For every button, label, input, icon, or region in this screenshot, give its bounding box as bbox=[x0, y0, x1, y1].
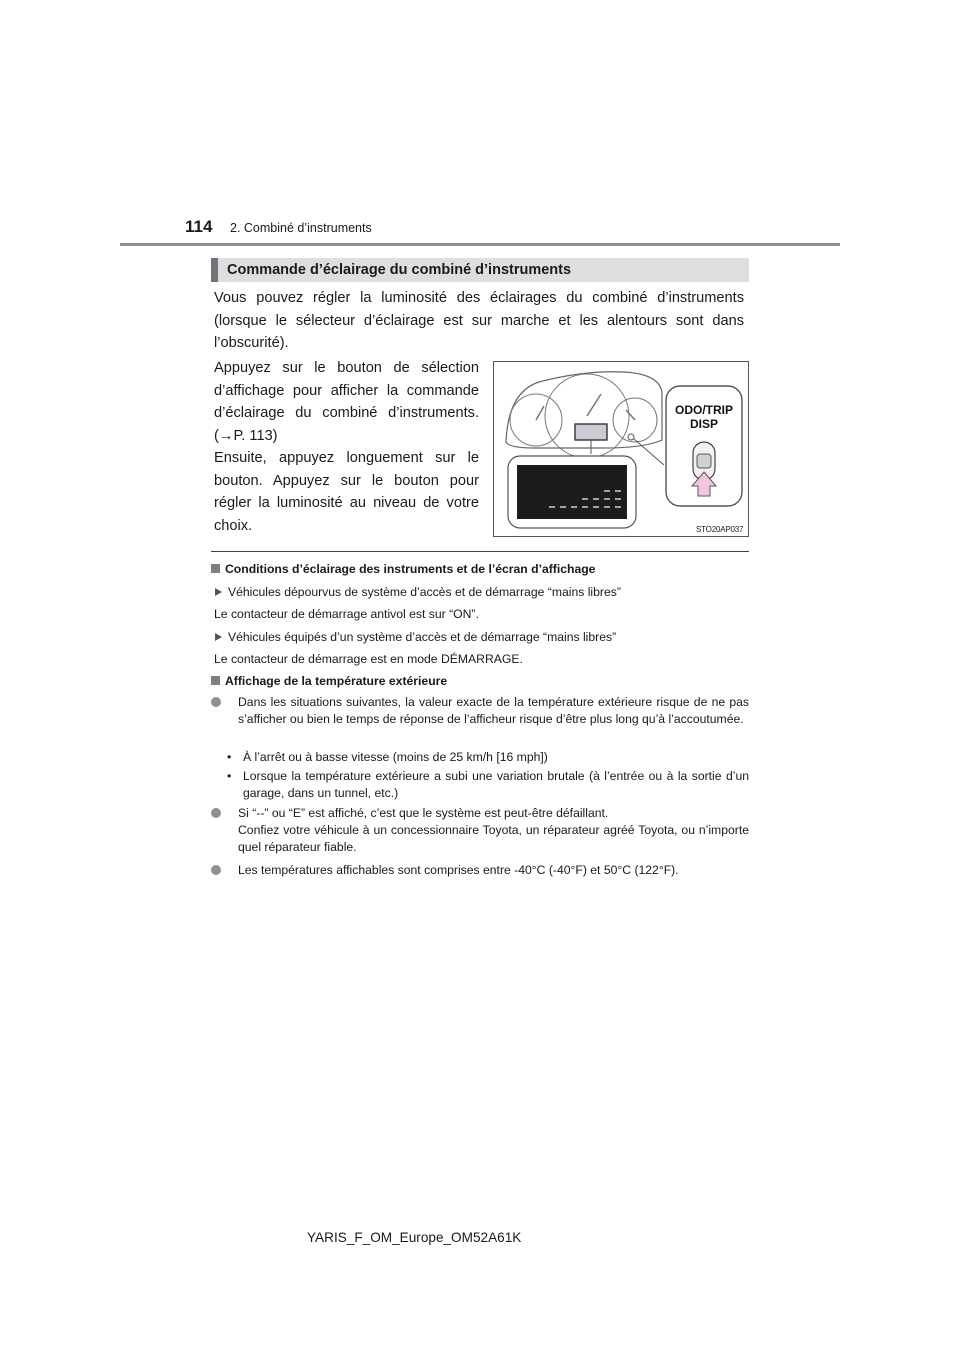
instruction-paragraph: Appuyez sur le bouton de sélection d’affichage pour afficher la commande d’éclairage du combiné d’instruments. (→P. 113) Ensuite, appuyez longuement sur le bouton. Appuyez sur le bouton pour régler la luminosité au niveau de votre choix. bbox=[214, 360, 479, 534]
page-number: 114 bbox=[185, 217, 213, 236]
square-bullet-icon bbox=[211, 676, 220, 685]
button-label-odo: ODO/TRIP bbox=[674, 403, 734, 417]
temperature-sub-1: • À l’arrêt ou à basse vitesse (moins de 25 km/h [16 mph]) bbox=[227, 750, 548, 764]
round-bullet-icon bbox=[211, 808, 221, 818]
case1-title: Véhicules dépourvus de système d’accès et de démarrage “mains libres” bbox=[215, 584, 621, 601]
temperature-bullet-1: Dans les situations suivantes, la valeur exacte de la température extérieure risque de ne pas s’afficher ou bien le temps de réponse de l’afficheur risque d’être plus long qu’à l’accoutumée. bbox=[211, 694, 749, 728]
triangle-bullet-icon bbox=[215, 633, 222, 641]
temperature-heading: Affichage de la température extérieure bbox=[211, 674, 447, 688]
conditions-heading: Conditions d’éclairage des instruments et de l’écran d’affichage bbox=[211, 562, 595, 576]
case2-title: Véhicules équipés d’un système d’accès et de démarrage “mains libres” bbox=[215, 629, 616, 646]
cluster-illustration bbox=[494, 362, 748, 536]
temperature-bullet-2: Si “--” ou “E” est affiché, c’est que le système est peut-être défaillant. Confiez votre véhicule à un concessionnaire Toyota, un réparateur agréé Toyota, ou n’importe quel réparateur fiable. bbox=[211, 805, 749, 856]
cluster-knob bbox=[628, 434, 634, 440]
chapter-title: 2. Combiné d’instruments bbox=[230, 221, 372, 235]
leader-line bbox=[634, 439, 664, 465]
button-label-disp: DISP bbox=[689, 417, 719, 431]
display-zoom-screen bbox=[517, 465, 627, 519]
speedometer-needle bbox=[587, 394, 601, 416]
round-bullet-icon bbox=[211, 865, 221, 875]
header-rule bbox=[120, 243, 840, 246]
button-face bbox=[697, 454, 711, 468]
case1-text: Le contacteur de démarrage antivol est sur “ON”. bbox=[214, 607, 479, 621]
tachometer-needle bbox=[536, 406, 544, 420]
intro-paragraph: Vous pouvez régler la luminosité des éclairages du combiné d’instruments (lorsque le sélecteur d’éclairage est sur marche et les alentours sont dans l’obscurité). bbox=[214, 290, 744, 351]
section-rule bbox=[211, 551, 749, 552]
temperature-bullet-3: Les températures affichables sont comprises entre -40°C (-40°F) et 50°C (122°F). bbox=[211, 862, 749, 879]
footer-code: YARIS_F_OM_Europe_OM52A61K bbox=[307, 1230, 522, 1245]
case2-text: Le contacteur de démarrage est en mode DÉMARRAGE. bbox=[214, 652, 523, 666]
instrument-figure bbox=[493, 361, 749, 537]
triangle-bullet-icon bbox=[215, 588, 222, 596]
section-heading: Commande d’éclairage du combiné d’instruments bbox=[211, 258, 749, 282]
round-bullet-icon bbox=[211, 697, 221, 707]
fuel-needle bbox=[626, 410, 635, 420]
cluster-display bbox=[575, 424, 607, 440]
square-bullet-icon bbox=[211, 564, 220, 573]
figure-code: STO20AP037 bbox=[696, 525, 744, 534]
temperature-sub-2: • Lorsque la température extérieure a subi une variation brutale (à l’entrée ou à la sortie d’un garage, dans un tunnel, etc.) bbox=[227, 769, 749, 800]
